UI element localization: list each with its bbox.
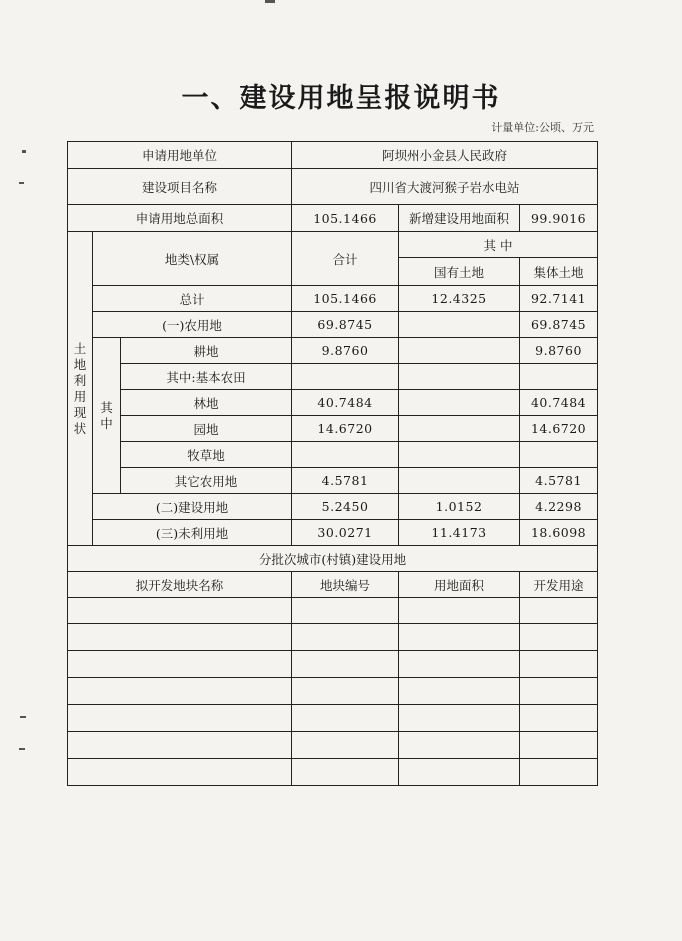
- batch-col-number: 地块编号: [292, 572, 399, 598]
- table-row: [68, 312, 598, 338]
- blank-row: [68, 759, 598, 786]
- scan-mark: [265, 0, 275, 3]
- table-row: [68, 416, 598, 442]
- row-collective: 92.7141: [520, 286, 598, 312]
- blank-cell: [520, 598, 598, 624]
- row-collective: [520, 442, 598, 468]
- batch-col-area: 用地面积: [399, 572, 520, 598]
- state-land-header: 国有土地: [399, 258, 520, 286]
- land-status-text: 土地利用现状: [73, 340, 87, 436]
- table-row: [68, 520, 598, 546]
- blank-cell: [292, 678, 399, 705]
- blank-row: [68, 732, 598, 759]
- blank-row: [68, 678, 598, 705]
- table-row: [68, 286, 598, 312]
- row-state: [399, 442, 520, 468]
- blank-cell: [68, 732, 292, 759]
- total-header: 合计: [292, 232, 399, 286]
- blank-cell: [399, 598, 520, 624]
- blank-cell: [292, 598, 399, 624]
- row-label: 林地: [121, 390, 292, 416]
- land-application-table: [67, 141, 598, 786]
- table-row: [68, 338, 598, 364]
- row-total: 14.6720: [292, 416, 399, 442]
- row-collective: 14.6720: [520, 416, 598, 442]
- blank-cell: [68, 651, 292, 678]
- blank-row: [68, 624, 598, 651]
- table-row: [68, 442, 598, 468]
- applicant-label: 申请用地单位: [68, 142, 292, 169]
- row-label: 其中:基本农田: [121, 364, 292, 390]
- scan-mark: [22, 150, 26, 153]
- blank-cell: [399, 678, 520, 705]
- blank-row: [68, 651, 598, 678]
- blank-cell: [68, 759, 292, 786]
- row-collective: 69.8745: [520, 312, 598, 338]
- blank-row: [68, 705, 598, 732]
- scan-mark: [19, 182, 24, 184]
- row-state: 1.0152: [399, 494, 520, 520]
- row-collective: 4.2298: [520, 494, 598, 520]
- blank-cell: [68, 598, 292, 624]
- batch-header-row: [68, 546, 598, 572]
- area-row: [68, 205, 598, 232]
- blank-cell: [520, 705, 598, 732]
- new-area-value: 99.9016: [520, 205, 598, 232]
- blank-cell: [292, 624, 399, 651]
- among-side-label: [93, 338, 121, 494]
- row-state: [399, 468, 520, 494]
- category-header: 地类\权属: [93, 232, 292, 286]
- row-total: 69.8745: [292, 312, 399, 338]
- project-row: [68, 169, 598, 205]
- total-area-value: 105.1466: [292, 205, 399, 232]
- blank-row: [68, 598, 598, 624]
- table-row: [68, 364, 598, 390]
- project-value: 四川省大渡河猴子岩水电站: [292, 169, 598, 205]
- scan-mark: [19, 748, 25, 750]
- row-state: 12.4325: [399, 286, 520, 312]
- row-label: 总计: [93, 286, 292, 312]
- row-total: [292, 364, 399, 390]
- row-label: (二)建设用地: [93, 494, 292, 520]
- scan-mark: [20, 716, 26, 718]
- blank-cell: [399, 651, 520, 678]
- blank-cell: [399, 705, 520, 732]
- row-state: 11.4173: [399, 520, 520, 546]
- row-collective: 18.6098: [520, 520, 598, 546]
- among-side-text: 其中: [100, 399, 113, 431]
- document-title: 一、建设用地呈报说明书: [181, 83, 501, 114]
- blank-cell: [399, 759, 520, 786]
- among-header: 其 中: [399, 232, 598, 258]
- row-state: [399, 416, 520, 442]
- total-area-label: 申请用地总面积: [68, 205, 292, 232]
- row-label: 园地: [121, 416, 292, 442]
- project-label: 建设项目名称: [68, 169, 292, 205]
- blank-cell: [292, 759, 399, 786]
- row-label: 牧草地: [121, 442, 292, 468]
- row-collective: 9.8760: [520, 338, 598, 364]
- blank-cell: [292, 732, 399, 759]
- applicant-row: [68, 142, 598, 169]
- new-area-label: 新增建设用地面积: [399, 205, 520, 232]
- blank-cell: [292, 705, 399, 732]
- batch-col-name: 拟开发地块名称: [68, 572, 292, 598]
- row-total: 4.5781: [292, 468, 399, 494]
- row-total: 40.7484: [292, 390, 399, 416]
- blank-cell: [399, 732, 520, 759]
- table-row: [68, 468, 598, 494]
- row-total: 105.1466: [292, 286, 399, 312]
- blank-cell: [520, 759, 598, 786]
- blank-cell: [520, 732, 598, 759]
- blank-cell: [68, 678, 292, 705]
- table-row: [68, 494, 598, 520]
- row-collective: 4.5781: [520, 468, 598, 494]
- land-status-vertical-label: [68, 232, 93, 546]
- row-total: 30.0271: [292, 520, 399, 546]
- row-state: [399, 364, 520, 390]
- row-label: (一)农用地: [93, 312, 292, 338]
- blank-cell: [292, 651, 399, 678]
- applicant-value: 阿坝州小金县人民政府: [292, 142, 598, 169]
- blank-cell: [68, 624, 292, 651]
- row-label: (三)未利用地: [93, 520, 292, 546]
- collective-land-header: 集体土地: [520, 258, 598, 286]
- row-collective: 40.7484: [520, 390, 598, 416]
- row-total: 5.2450: [292, 494, 399, 520]
- row-state: [399, 338, 520, 364]
- row-state: [399, 390, 520, 416]
- batch-columns-row: [68, 572, 598, 598]
- unit-note: 计量单位:公顷、万元: [491, 121, 594, 134]
- row-label: 其它农用地: [121, 468, 292, 494]
- blank-cell: [520, 651, 598, 678]
- row-state: [399, 312, 520, 338]
- blank-cell: [399, 624, 520, 651]
- row-total: [292, 442, 399, 468]
- batch-col-use: 开发用途: [520, 572, 598, 598]
- blank-cell: [68, 705, 292, 732]
- row-total: 9.8760: [292, 338, 399, 364]
- batch-header: 分批次城市(村镇)建设用地: [68, 546, 598, 572]
- header-row-1: [68, 232, 598, 258]
- row-collective: [520, 364, 598, 390]
- row-label: 耕地: [121, 338, 292, 364]
- table-row: [68, 390, 598, 416]
- blank-cell: [520, 678, 598, 705]
- blank-cell: [520, 624, 598, 651]
